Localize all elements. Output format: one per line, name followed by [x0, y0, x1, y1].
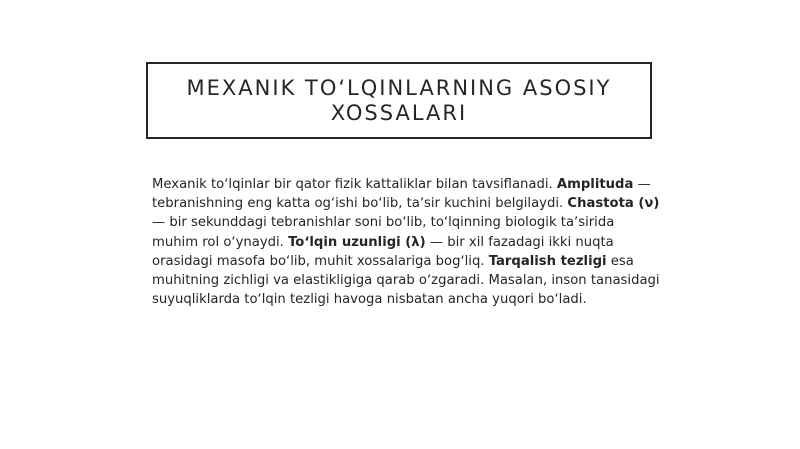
- title-box: [146, 62, 652, 139]
- body-paragraph: [152, 175, 662, 309]
- body-text-1: — tebranishning eng katta ogʻishi boʻlib, taʼsir kuchini belgilaydi.: [152, 177, 651, 212]
- body-text-2: — bir sekunddagi tebranishlar soni boʻlib, toʻlqinning biologik taʼsirida muhim rol oʻynaydi.: [152, 215, 615, 250]
- slide-title: MEXANIK TOʻLQINLARNING ASOSIY XOSSALARI: [186, 75, 612, 125]
- body-text-3: — bir xil fazadagi ikki nuqta orasidagi masofa boʻlib, muhit xossalariga bogʻliq.: [152, 234, 614, 269]
- term-chastota: Chastota (ν): [567, 196, 660, 212]
- term-amplituda: Amplituda: [556, 177, 634, 192]
- body-intro: Mexanik toʻlqinlar bir qator fizik kattaliklar bilan tavsiflanadi.: [152, 177, 557, 192]
- body-text-4: esa muhitning zichligi va elastikligiga qarab oʻzgaradi. Masalan, inson tanasidagi suyuqliklarda toʻlqin tezligi havoga nisbatan ancha yuqori boʻladi.: [152, 253, 660, 308]
- term-tarqalish-tezligi: Tarqalish tezligi: [488, 253, 607, 269]
- term-tolqin-uzunligi: Toʻlqin uzunligi (λ): [288, 234, 426, 250]
